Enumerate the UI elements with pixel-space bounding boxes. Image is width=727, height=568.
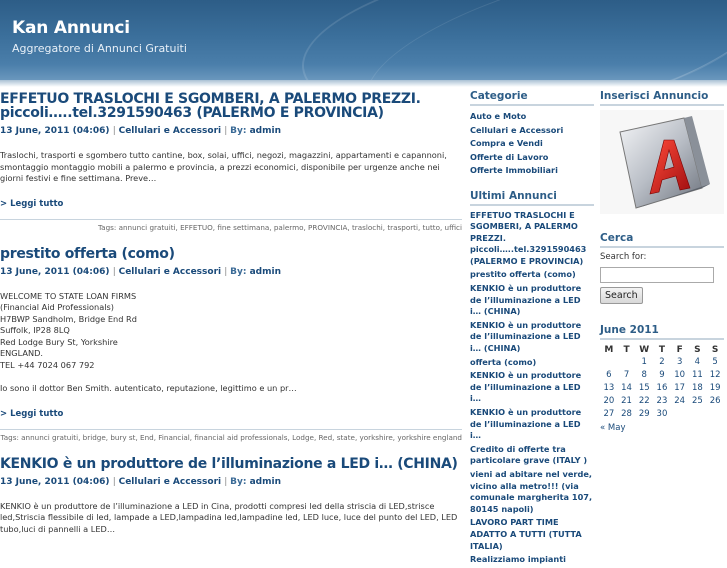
recent-post-link[interactable]: prestito offerta (como)	[470, 269, 576, 280]
calendar-day: 30	[656, 408, 668, 419]
recent-post-link[interactable]: offerta (como)	[470, 356, 537, 367]
category-link[interactable]: Cellulari e Accessori	[470, 124, 564, 135]
post-line: WELCOME TO STATE LOAN FIRMS	[0, 290, 137, 301]
calendar-day: 22	[638, 395, 650, 406]
post-by-label: By:	[230, 266, 247, 277]
post-excerpt: KENKIO è un produttore de l’illuminazione a LED in Cina, prodotti compresi led della striscia di LED,strisce led,Striscia flessibile di led, lampade a LED,lampadina led,lampadine led, LED luce, luce del punto del LED, LED tubo,luci di pannelli a LED…	[0, 500, 458, 534]
calendar-day: 17	[674, 382, 686, 393]
post-excerpt	[0, 291, 462, 395]
calendar-day: 6	[606, 369, 612, 380]
calendar-day: 16	[656, 382, 668, 393]
search-title: Cerca	[600, 232, 724, 248]
recent-posts-title: Ultimi Annunci	[470, 190, 594, 206]
post-date: 13 June, 2011 (04:06)	[0, 126, 110, 136]
calendar-day: 1	[641, 356, 647, 367]
categories-list	[470, 110, 594, 178]
search-input[interactable]	[600, 267, 714, 283]
post-by-label: By:	[230, 126, 247, 136]
calendar-day: 13	[603, 382, 615, 393]
calendar-week	[600, 356, 724, 369]
calendar-weekday: W	[639, 344, 650, 355]
calendar-day: 25	[691, 395, 703, 406]
recent-post-link[interactable]: LAVORO PART TIME ADATTO A TUTTI (TUTTA ITALIA)	[470, 517, 582, 551]
calendar-day: 20	[603, 395, 615, 406]
calendar-weekday: F	[676, 344, 683, 355]
sidebar-left	[470, 90, 594, 568]
category-link[interactable]: Offerte di Lavoro	[470, 151, 549, 162]
calendar-day: 14	[621, 382, 632, 393]
post-line: Suffolk, IP28 8LQ	[0, 325, 70, 335]
calendar-weekday: S	[711, 344, 719, 355]
search-label: Search for:	[600, 252, 647, 262]
category-link[interactable]: Auto e Moto	[470, 111, 527, 121]
calendar-day	[671, 408, 689, 421]
calendar-title: June 2011	[600, 324, 724, 340]
post-date: 13 June, 2011 (04:06)	[0, 476, 110, 487]
post-tags: Tags: annunci gratuiti, bridge, bury st, End, Financial, financial aid professionals, Lodge, Red, state, yorkshire, yorkshire england	[0, 429, 462, 443]
calendar-week	[600, 408, 724, 421]
calendar-day: 18	[691, 382, 703, 393]
sidebar-right	[600, 90, 724, 433]
post	[0, 457, 462, 536]
post	[0, 92, 462, 233]
read-more-link[interactable]: > Leggi tutto	[0, 198, 64, 209]
post-author-link[interactable]: admin	[249, 266, 281, 277]
category-link[interactable]: Offerte Immobiliari	[470, 165, 558, 175]
post-meta: 13 June, 2011 (04:06) | Cellulari e Accessori | By: admin	[0, 266, 281, 277]
calendar-day: 24	[674, 395, 686, 406]
post-title-link[interactable]: KENKIO è un produttore de l’illuminazione a LED i… (CHINA)	[0, 455, 458, 472]
recent-post-link[interactable]: vieni ad abitare nel verde, vicino alla metro!!! (via comunale margherita 107, 80145 napoli)	[470, 468, 593, 514]
site-header	[0, 0, 727, 80]
calendar-weekday: M	[604, 344, 614, 355]
calendar-day	[706, 408, 724, 421]
post-meta: 13 June, 2011 (04:06) | Cellulari e Accessori | By: admin	[0, 126, 281, 136]
header-divider	[0, 80, 727, 87]
calendar-day: 23	[656, 395, 668, 406]
calendar-weekday: S	[694, 344, 701, 355]
calendar-day: 28	[621, 408, 632, 419]
main-content	[0, 90, 462, 545]
calendar-day: 15	[638, 382, 650, 393]
recent-post-link[interactable]: Credito di offerte tra particolare grave (ITALY )	[470, 443, 588, 466]
search-button[interactable]: Search	[600, 287, 643, 304]
post-meta: 13 June, 2011 (04:06) | Cellulari e Accessori | By: admin	[0, 476, 281, 487]
calendar-day: 3	[676, 356, 683, 367]
calendar-day: 26	[709, 395, 721, 406]
post-date: 13 June, 2011 (04:06)	[0, 266, 110, 277]
read-more-link[interactable]: > Leggi tutto	[0, 408, 64, 419]
recent-post-link[interactable]: KENKIO è un produttore de l’illuminazione a LED i… (CHINA)	[470, 283, 582, 317]
calendar-week	[600, 369, 724, 382]
insert-ad-logo-link[interactable]	[600, 110, 724, 214]
recent-post-link[interactable]: KENKIO è un produttore de l’illuminazione a LED i…	[470, 370, 582, 404]
calendar-day: 9	[659, 369, 665, 380]
post-line: Io sono il dottor Ben Smith. autenticato, reputazione, legittimo e un pr…	[0, 383, 297, 393]
calendar-table	[600, 344, 724, 421]
post-category-link[interactable]: Cellulari e Accessori	[118, 266, 222, 277]
insert-ad-title: Inserisci Annuncio	[600, 90, 724, 106]
calendar-day: 7	[623, 369, 630, 380]
recent-post-link[interactable]: Realizziamo impianti	[470, 554, 566, 565]
post-category-link[interactable]: Cellulari e Accessori	[118, 476, 222, 487]
calendar-day: 2	[659, 356, 665, 367]
post-line: Red Lodge Bury St, Yorkshire	[0, 336, 118, 347]
calendar-week	[600, 382, 724, 395]
calendar-prev-link[interactable]: « May	[600, 422, 626, 433]
post-excerpt: Traslochi, trasporti e sgombero tutto cantine, box, solai, uffici, negozi, magazzini, appartamenti e capannoni, smontaggio montaggio mobili a palermo e provincia, a prezzi economici, disponibile per urgenze anche nei giorni festivi e fine settimana. Preve…	[0, 150, 447, 183]
calendar-day	[618, 356, 636, 369]
post-line: (Financial Aid Professionals)	[0, 302, 114, 312]
site-description: Aggregatore di Annunci Gratuiti	[12, 42, 187, 55]
calendar-day: 12	[709, 369, 721, 380]
post-line: ENGLAND.	[0, 348, 44, 358]
post-author-link[interactable]: admin	[249, 476, 281, 487]
categories-title: Categorie	[470, 90, 594, 106]
calendar-day: 5	[712, 356, 718, 367]
calendar-day: 29	[638, 408, 650, 419]
post-category-link[interactable]: Cellulari e Accessori	[118, 126, 222, 136]
post	[0, 247, 462, 443]
calendar-week	[600, 395, 724, 408]
post-author-link[interactable]: admin	[249, 126, 281, 136]
insert-ad-logo-icon	[600, 110, 724, 214]
post-line: H7BWP Sandholm, Bridge End Rd	[0, 313, 137, 324]
calendar-day: 11	[691, 369, 703, 380]
recent-post-link[interactable]: KENKIO è un produttore de l’illuminazione a LED i…	[470, 407, 582, 441]
recent-post-link[interactable]: EFFETUO TRASLOCHI E SGOMBERI, A PALERMO PREZZI. piccoli…..tel.3291590463 (PALERMO E PROVINCIA)	[470, 209, 587, 266]
calendar-day: 8	[641, 369, 647, 380]
category-link[interactable]: Compra e Vendi	[470, 138, 543, 148]
calendar-weekday: T	[623, 344, 630, 355]
calendar-weekday: T	[658, 344, 666, 355]
recent-post-link[interactable]: KENKIO è un produttore de l’illuminazione a LED i… (CHINA)	[470, 319, 582, 354]
recent-posts-list	[470, 210, 594, 566]
calendar-day: 21	[621, 395, 632, 406]
calendar-day	[600, 356, 618, 369]
calendar	[600, 344, 724, 433]
post-title-link[interactable]: prestito offerta (como)	[0, 245, 175, 262]
site-title-link[interactable]: Kan Annunci	[12, 18, 130, 38]
post-by-label: By:	[230, 476, 247, 487]
calendar-day: 19	[709, 382, 721, 393]
post-tags: Tags: annunci gratuiti, EFFETUO, fine settimana, palermo, PROVINCIA, traslochi, trasporti, tutto, uffici	[0, 219, 462, 233]
post-line: TEL +44 7024 067 792	[0, 359, 95, 370]
post-title-link[interactable]: EFFETUO TRASLOCHI E SGOMBERI, A PALERMO PREZZI. piccoli…..tel.3291590463 (PALERMO E PROVINCIA)	[0, 91, 421, 121]
calendar-day: 10	[674, 369, 686, 380]
calendar-day	[689, 408, 707, 421]
calendar-day: 4	[694, 356, 701, 367]
calendar-day: 27	[603, 408, 615, 419]
